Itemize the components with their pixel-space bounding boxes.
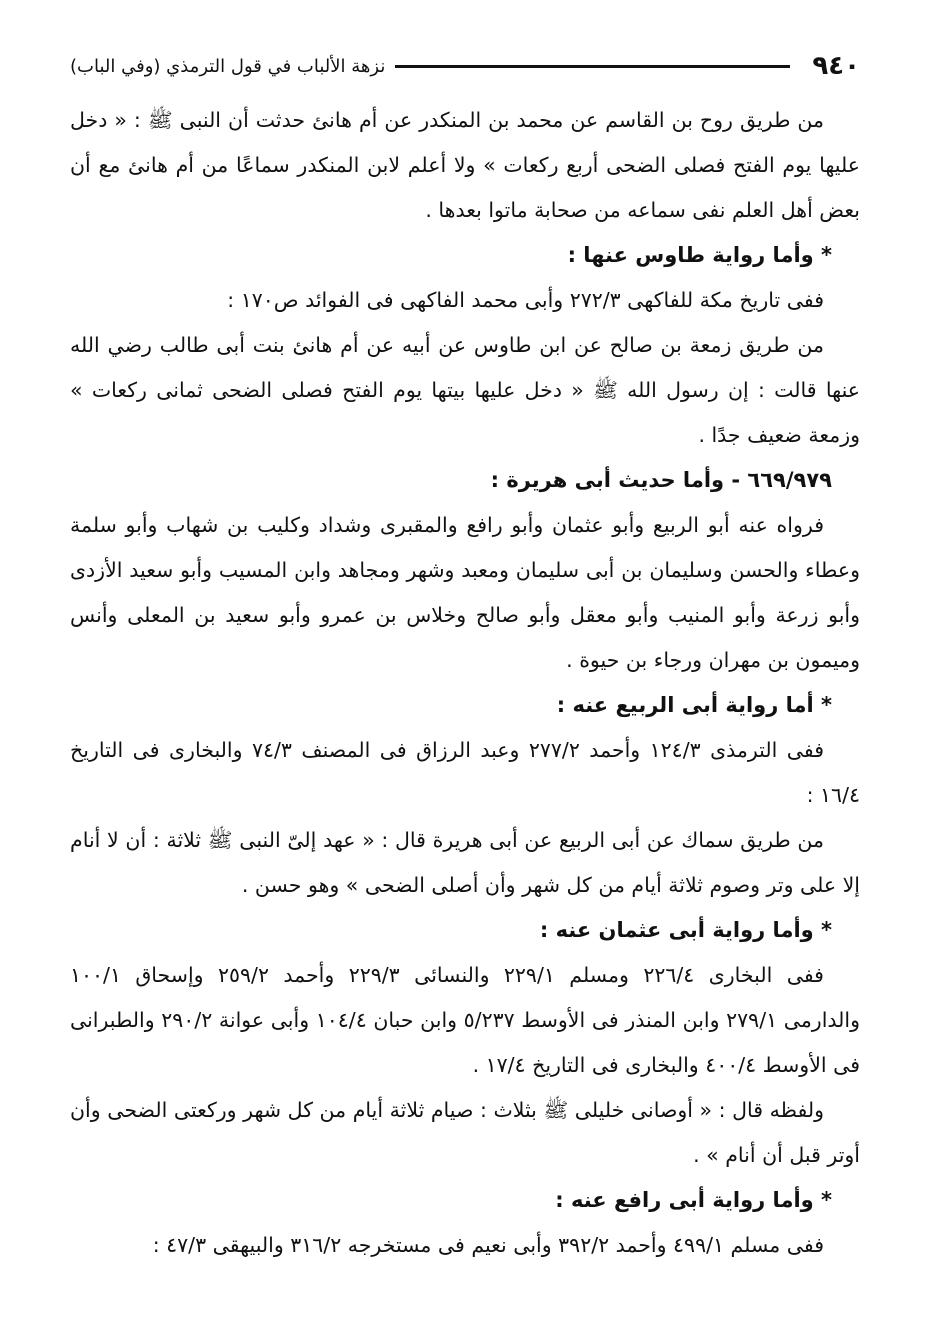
paragraph: ففى البخارى ٢٢٦/٤ ومسلم ٢٢٩/١ والنسائى ٢٢٩/٣ وأحمد ٢٥٩/٢ وإسحاق ١٠٠/١ والدارمى ٢٧٩/١ وابن المنذر فى الأوسط ٥/٢٣٧ وابن حبان ١٠٤/٤ وأبى عوانة ٢٩٠/٢ والطبرانى فى الأوسط ٤٠٠/٤ والبخارى فى التاريخ ١٧/٤ . [70,963,861,1077]
section-heading: ٦٦٩/٩٧٩ - وأما حديث أبى هريرة : [490,468,832,492]
paragraph: ولفظه قال : « أوصانى خليلى ﷺ بثلاث : صيام ثلاثة أيام من كل شهر وركعتى الضحى وأن أوتر قبل أن أنام » . [70,1098,860,1167]
section-heading: * أما رواية أبى الربيع عنه : [556,693,832,717]
paragraph: من طريق روح بن القاسم عن محمد بن المنكدر عن أم هانئ حدثت أن النبى ﷺ : « دخل عليها يوم الفتح فصلى الضحى أربع ركعات » ولا أعلم لابن المنكدر سماعًا من أم هانئ مع أن بعض أهل العلم نفى سماعه من صحابة ماتوا بعدها . [70,108,860,222]
section-heading: * وأما رواية طاوس عنها : [567,243,832,267]
section-heading: * وأما رواية أبى عثمان عنه : [539,918,832,942]
paragraph: من طريق زمعة بن صالح عن ابن طاوس عن أبيه عن أم هانئ بنت أبى طالب رضي الله عنها قالت : إن رسول الله ﷺ « دخل عليها بيتها يوم الفتح فصلى الضحى ثمانى ركعات » وزمعة ضعيف جدًا . [70,333,860,447]
book-title: نزهة الألباب في قول الترمذي (وفي الباب) [70,55,386,77]
paragraph: ففى مسلم ٤٩٩/١ وأحمد ٣٩٢/٢ وأبى نعيم فى مستخرجه ٣١٦/٢ والبيهقى ٤٧/٣ : [152,1233,824,1257]
paragraph: ففى الترمذى ١٢٤/٣ وأحمد ٢٧٧/٢ وعبد الرزاق فى المصنف ٧٤/٣ والبخارى فى التاريخ ١٦/٤ : [70,738,860,807]
paragraph: من طريق سماك عن أبى الربيع عن أبى هريرة قال : « عهد إلىّ النبى ﷺ ثلاثة : أن لا أنام إلا على وتر وصوم ثلاثة أيام من كل شهر وأن أصلى الضحى » وهو حسن . [70,828,860,897]
section-heading: * وأما رواية أبى رافع عنه : [555,1188,832,1212]
book-page [70,48,860,1318]
body-text [70,98,860,1268]
running-head [70,48,860,84]
paragraph: ففى تاريخ مكة للفاكهى ٢٧٢/٣ وأبى محمد الفاكهى فى الفوائد ص١٧٠ : [227,288,824,312]
paragraph: فرواه عنه أبو الربيع وأبو عثمان وأبو رافع والمقبرى وشداد وكليب بن شهاب وأبو سلمة وعطاء والحسن وسليمان بن أبى سليمان ومعبد وشهر ومجاهد وابن المسيب وأبو سعيد الأزدى وأبو زرعة وأبو المنيب وأبو معقل وأبو صالح وخلاس بن عمرو وأبو سعيد بن المعلى وأنس وميمون بن مهران ورجاء بن حيوة . [70,513,860,672]
page-number: ٩٤٠ [812,51,860,81]
header-rule [395,65,790,68]
